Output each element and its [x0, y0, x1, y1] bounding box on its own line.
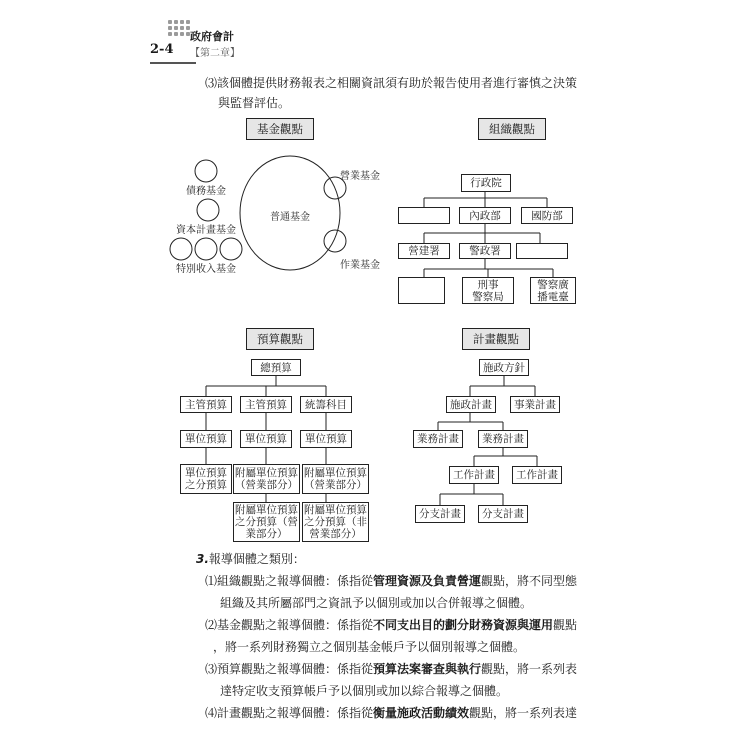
- item1-suffix: 觀點，將不同型態: [481, 574, 578, 588]
- item4-line1: [205, 702, 577, 724]
- operating-fund-label: 作業基金: [340, 260, 380, 271]
- item3-prefix: ⑶預算觀點之報導個體：係指從: [205, 662, 374, 676]
- org-view-title: 組織觀點: [478, 118, 546, 140]
- unit-budget-box-1: 單位預算: [180, 430, 232, 448]
- enterprise-fund-label: 營業基金: [340, 171, 380, 182]
- unit-budget-box-3: 單位預算: [300, 430, 352, 448]
- criminal-police-box: 刑事 警察局: [462, 277, 514, 304]
- book-title: 政府會計: [190, 30, 234, 43]
- item3-suffix: 觀點，將一系列表: [481, 662, 578, 676]
- attached-budget-box-1: 附屬單位預算 （營業部分）: [233, 464, 300, 494]
- operating-fund-circle: [324, 230, 346, 252]
- section3-heading: [196, 548, 305, 570]
- item3-emphasis: 預算法案審查與執行: [373, 662, 482, 676]
- item3-line1: [205, 658, 577, 680]
- item1-line2: 組織及其所屬部門之資訊予以個別或加以合併報導之個體。: [220, 596, 533, 610]
- debt-fund-label: 債務基金: [186, 186, 226, 197]
- defense-ministry-box: 國防部: [521, 207, 573, 224]
- construction-agency-box: 營建署: [398, 243, 450, 259]
- chapter-label: 【第二章】: [190, 48, 240, 59]
- interior-ministry-box: 內政部: [459, 207, 511, 224]
- branch-plan-box-1: 分支計畫: [415, 505, 465, 523]
- capital-fund-label: 資本計畫基金: [176, 225, 236, 236]
- work-plan-box-2: 業務計畫: [478, 430, 528, 448]
- intro-line-2: 與監督評估。: [218, 96, 291, 110]
- branch-plan-box-2: 分支計畫: [478, 505, 528, 523]
- special-fund-circle-3: [220, 238, 242, 260]
- org-empty-box-3: [398, 277, 445, 304]
- policy-box: 施政方針: [479, 359, 529, 376]
- unit-budget-box-2: 單位預算: [240, 430, 292, 448]
- unit-sub-budget-box: 單位預算 之分預算: [180, 464, 232, 494]
- plan-view-title: 計畫觀點: [462, 328, 530, 350]
- general-budget-box: 總預算: [251, 359, 301, 376]
- intro-line-1: ⑶該個體提供財務報表之相關資訊須有助於報告使用者進行審慎之決策: [205, 76, 578, 90]
- org-empty-box-1: [398, 207, 450, 224]
- work-plan-box-1: 業務計畫: [413, 430, 463, 448]
- special-fund-label: 特別收入基金: [176, 264, 236, 275]
- capital-fund-circle: [197, 199, 219, 221]
- attached-budget-box-2: 附屬單位預算 （營業部分）: [302, 464, 369, 494]
- item1-prefix: ⑴組織觀點之報導個體：係指從: [205, 574, 374, 588]
- item2-suffix: 觀點: [553, 618, 578, 632]
- dept-budget-box-2: 主管預算: [240, 396, 292, 413]
- item4-suffix: 觀點，將一系列表達: [469, 706, 578, 720]
- task-plan-box-2: 工作計畫: [512, 466, 562, 484]
- item2-line1: [205, 614, 577, 636]
- attached-sub-budget-box-2: 附屬單位預算 之分預算（非 營業部分）: [304, 504, 367, 540]
- section3-title: 報導個體之類別：: [208, 552, 305, 566]
- coordinating-item-box: 統籌科目: [300, 396, 352, 413]
- executive-yuan-box: 行政院: [461, 174, 511, 192]
- item1-line1: [205, 570, 577, 592]
- item2-prefix: ⑵基金觀點之報導個體：係指從: [205, 618, 374, 632]
- section3-number: 3.: [196, 552, 209, 566]
- dept-budget-box-1: 主管預算: [180, 396, 232, 413]
- item3-line2: 達特定收支預算帳戶予以個別或加以綜合報導之個體。: [220, 684, 509, 698]
- fund-view-title: 基金觀點: [246, 118, 314, 140]
- police-broadcast-box: 警察廣 播電臺: [530, 277, 576, 304]
- special-fund-circle-1: [170, 238, 192, 260]
- org-empty-box-2: [516, 243, 568, 259]
- item4-prefix: ⑷計畫觀點之報導個體：係指從: [205, 706, 374, 720]
- business-plan-box: 事業計畫: [510, 396, 560, 413]
- budget-view-title: 預算觀點: [246, 328, 314, 350]
- item2-emphasis: 不同支出目的劃分財務資源與運用: [373, 618, 554, 632]
- general-fund-label: 普通基金: [270, 212, 310, 223]
- item2-line2: ，將一系列財務獨立之個別基金帳戶予以個別報導之個體。: [213, 640, 526, 654]
- task-plan-box-1: 工作計畫: [449, 466, 499, 484]
- special-fund-circle-2: [195, 238, 217, 260]
- attached-sub-budget-box-1: 附屬單位預算 之分預算（營 業部分）: [235, 504, 298, 540]
- admin-plan-box: 施政計畫: [446, 396, 496, 413]
- item1-emphasis: 管理資源及負責營運: [373, 574, 482, 588]
- page-number: 2-4: [150, 42, 174, 57]
- police-agency-box: 警政署: [459, 243, 511, 259]
- debt-fund-circle: [195, 160, 217, 182]
- item4-emphasis: 衡量施政活動績效: [373, 706, 470, 720]
